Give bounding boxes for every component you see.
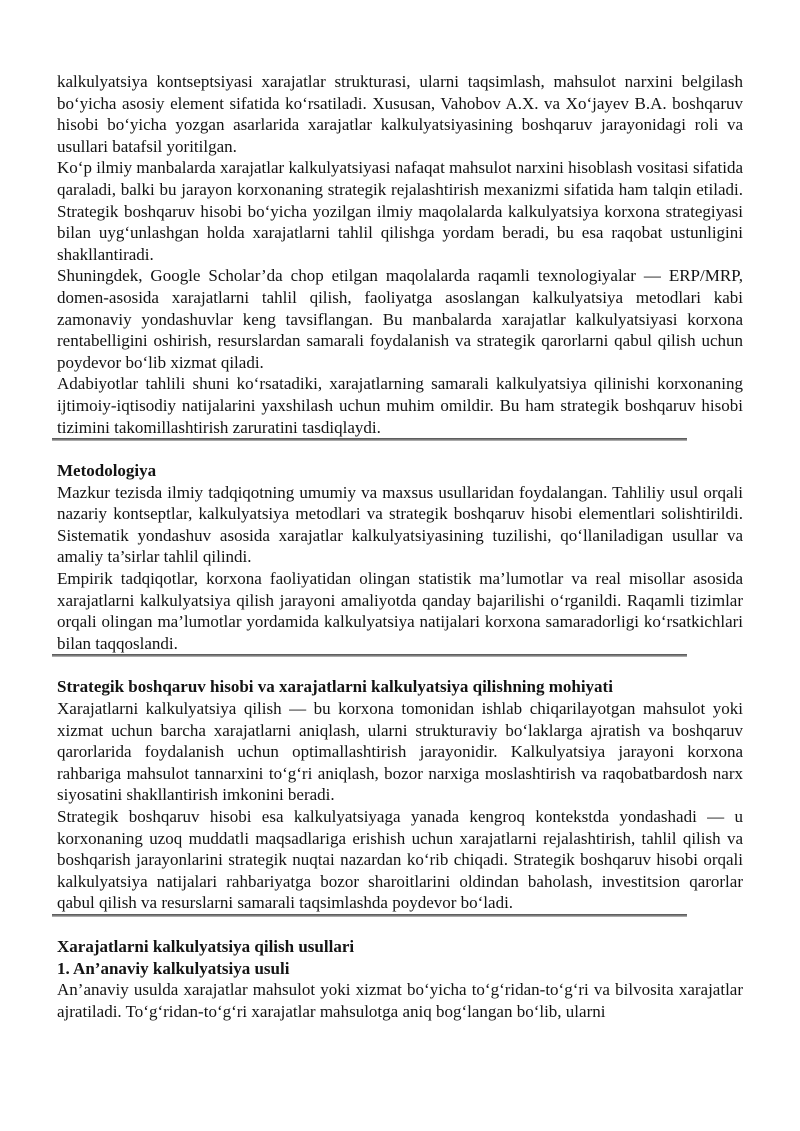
section-heading: Strategik boshqaruv hisobi va xarajatlarni kalkulyatsiya qilishning mohiyati xyxy=(57,677,613,697)
section-divider xyxy=(52,438,687,441)
section-heading: Metodologiya xyxy=(57,461,157,481)
section-literature-review xyxy=(57,71,743,441)
section-methodology xyxy=(57,460,743,657)
paragraph: Xarajatlarni kalkulyatsiya qilish — bu korxona tomonidan ishlab chiqarilayotgan mahsulot yoki xizmat uchun barcha xarajatlarni aniqlash, ularni strukturaviy boʻlaklarga ajratish va boshqaruv qarorlarida foydalanish uchun optimallashtirish jarayonidir. Kalkulyatsiya jarayoni korxona rahbariga mahsulot tannarxini toʻgʻri aniqlash, bozor narxiga moslashtirish va raqobatbardosh narx siyosatini shakllantirish imkonini beradi. xyxy=(57,699,743,805)
subsection-heading: 1. An’anaviy kalkulyatsiya usuli xyxy=(57,958,290,978)
section-divider xyxy=(52,914,687,917)
paragraph: An’anaviy usulda xarajatlar mahsulot yoki xizmat boʻyicha toʻgʻridan-toʻgʻri va bilvosita xarajatlar ajratiladi. Toʻgʻridan-toʻgʻri xarajatlar mahsulotga aniq bogʻlangan boʻlib, ularni xyxy=(57,980,743,1021)
paragraph: Koʻp ilmiy manbalarda xarajatlar kalkulyatsiyasi nafaqat mahsulot narxini hisoblash vositasi sifatida qaraladi, balki bu jarayon korxonaning strategik rejalashtirish mexanizmi sifatida ham talqin etiladi. Strategik boshqaruv hisobi boʻyicha yozilgan ilmiy maqolalarda kalkulyatsiya korxona strategiyasi bilan uygʻunlashgan holda xarajatlarni tahlil qilishga yordam beradi, bu esa raqobat ustunligini shakllantiradi. xyxy=(57,158,743,264)
paragraph: Empirik tadqiqotlar, korxona faoliyatidan olingan statistik ma’lumotlar va real misollar asosida xarajatlarni kalkulyatsiya qilish jarayoni amaliyotda qanday bajarilishi oʻrganildi. Raqamli tizimlar orqali olingan ma’lumotlar yordamida kalkulyatsiya natijalari korxona samaradorligi koʻrsatkichlari bilan taqqoslandi. xyxy=(57,569,743,653)
paragraph: Adabiyotlar tahlili shuni koʻrsatadiki, xarajatlarning samarali kalkulyatsiya qilinishi korxonaning ijtimoiy-iqtisodiy natijalarini yaxshilash uchun muhim omildir. Bu ham strategik boshqaruv hisobi tizimini takomillashtirish zaruratini tasdiqlaydi. xyxy=(57,374,743,437)
section-divider xyxy=(52,654,687,657)
section-heading: Xarajatlarni kalkulyatsiya qilish usullari xyxy=(57,936,355,956)
section-essence xyxy=(57,676,743,917)
paragraph: kalkulyatsiya kontseptsiyasi xarajatlar strukturasi, ularni taqsimlash, mahsulot narxini belgilash boʻyicha asosiy element sifatida koʻrsatiladi. Xususan, Vahobov A.X. va Xoʻjayev B.A. boshqaruv hisobi boʻyicha yozgan asarlarida xarajatlar kalkulyatsiyasining boshqaruv jarayonidagi roli va usullari batafsil yoritilgan. xyxy=(57,72,743,156)
paragraph: Mazkur tezisda ilmiy tadqiqotning umumiy va maxsus usullaridan foydalangan. Tahliliy usul orqali nazariy kontseptlar, kalkulyatsiya metodlari va strategik boshqaruv hisobi elementlari solishtirildi. Sistematik yondashuv asosida xarajatlar kalkulyatsiyasining tuzilishi, qoʻllaniladigan usullar va amaliy ta’sirlar tahlil qilindi. xyxy=(57,482,743,567)
section-calculation-methods xyxy=(57,936,743,1022)
paragraph: Shuningdek, Google Scholar’da chop etilgan maqolalarda raqamli texnologiyalar — ERP/MRP, domen-asosida xarajatlarni tahlil qilish, faoliyatga asoslangan kalkulyatsiya metodlari kabi zamonaviy yondashuvlar keng tavsiflangan. Bu manbalarda xarajatlar kalkulyatsiyasi korxona rentabelligini oshirish, resurslardan samarali foydalanish va strategik qarorlarni qabul qilish uchun poydevor boʻlib xizmat qiladi. xyxy=(57,266,743,372)
paragraph: Strategik boshqaruv hisobi esa kalkulyatsiyaga yanada kengroq kontekstda yondashadi — u korxonaning uzoq muddatli maqsadlariga erishish uchun xarajatlarni rejalashtirish, tahlil qilish va boshqarish jarayonlarini strategik nuqtai nazardan koʻrib chiqadi. Strategik boshqaruv hisobi orqali kalkulyatsiya natijalari rahbariyatga bozor sharoitlarini oldindan baholash, investitsion qarorlar qabul qilish va resurslarni samarali taqsimlashda poydevor boʻladi. xyxy=(57,807,743,913)
page-content xyxy=(57,71,743,1022)
